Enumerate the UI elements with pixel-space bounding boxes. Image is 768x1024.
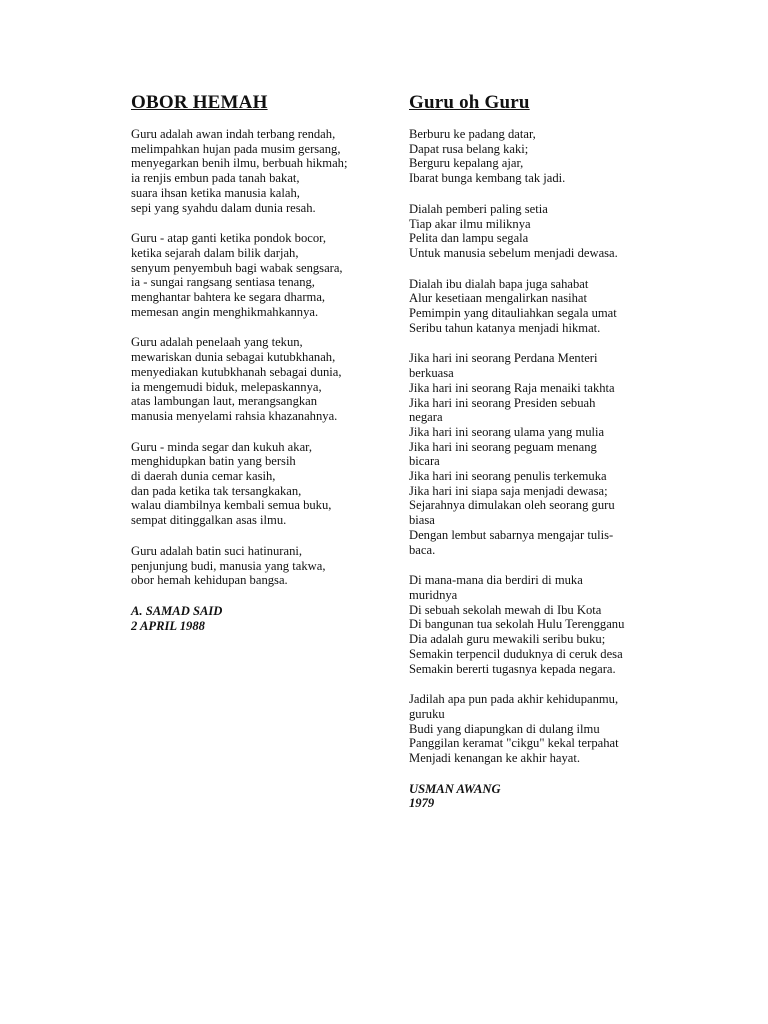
stanza (131, 335, 381, 423)
poem-line: Di sebuah sekolah mewah di Ibu Kota (409, 602, 602, 617)
poem-line: Dengan lembut sabarnya mengajar tulis- (409, 527, 614, 542)
poem-line: sempat ditinggalkan asas ilmu. (131, 513, 287, 528)
poem-line: Ibarat bunga kembang tak jadi. (409, 171, 566, 186)
stanza (409, 202, 659, 261)
poem-line: bicara (409, 454, 440, 469)
poem-line: menghantar bahtera ke segara dharma, (131, 290, 326, 305)
poem-author (131, 604, 381, 633)
poem-line: melimpahkan hujan pada musim gersang, (131, 141, 341, 156)
poem-line: mewariskan dunia sebagai kutubkhanah, (131, 350, 336, 365)
poem-line: Pemimpin yang ditauliahkan segala umat (409, 306, 617, 321)
poem-line: sepi yang syahdu dalam dunia resah. (131, 200, 316, 215)
poem-line: ketika sejarah dalam bilik darjah, (131, 245, 299, 260)
poem-line: di daerah dunia cemar kasih, (131, 469, 276, 484)
poem-line: baca. (409, 542, 436, 557)
poem-line: Seribu tahun katanya menjadi hikmat. (409, 320, 601, 335)
poem-line: menyediakan kutubkhanah sebagai dunia, (131, 364, 342, 379)
stanza (409, 573, 659, 676)
poem-line: biasa (409, 513, 435, 528)
poem-line: ia mengemudi biduk, melepaskannya, (131, 379, 322, 394)
poem-line: Jadilah apa pun pada akhir kehidupanmu, (409, 692, 619, 707)
poem-line: Guru adalah batin suci hatinurani, (131, 543, 303, 558)
poem-line: suara ihsan ketika manusia kalah, (131, 185, 300, 200)
poem-line: dan pada ketika tak tersangkakan, (131, 483, 302, 498)
poem-line: ia renjis embun pada tanah bakat, (131, 171, 300, 186)
poem-line: senyum penyembuh bagi wabak sengsara, (131, 260, 343, 275)
poem-guru-oh-guru (409, 92, 659, 811)
stanza (131, 544, 381, 588)
poem-line: Pelita dan lampu segala (409, 231, 529, 246)
poem-line: Berguru kepalang ajar, (409, 156, 524, 171)
poem-line: Dia adalah guru mewakili seribu buku; (409, 632, 606, 647)
poem-line: Tiap akar ilmu miliknya (409, 216, 531, 231)
stanza (409, 351, 659, 557)
poem-line: Berburu ke padang datar, (409, 127, 536, 141)
poem-body (131, 127, 381, 588)
poem-line: Budi yang diapungkan di dulang ilmu (409, 721, 600, 736)
poem-line: Guru adalah penelaah yang tekun, (131, 335, 303, 350)
poem-line: menghidupkan batin yang bersih (131, 454, 296, 469)
poem-body (409, 127, 659, 766)
poem-line: Semakin bererti tugasnya kepada negara. (409, 661, 616, 676)
poem-line: Dapat rusa belang kaki; (409, 141, 529, 156)
author-date: 2 APRIL 1988 (131, 618, 205, 633)
poem-line: Jika hari ini seorang penulis terkemuka (409, 469, 607, 484)
poem-line: menyegarkan benih ilmu, berbuah hikmah; (131, 156, 348, 171)
poem-line: Panggilan keramat "cikgu" kekal terpahat (409, 736, 619, 751)
poem-line: Jika hari ini siapa saja menjadi dewasa; (409, 483, 608, 498)
poem-line: berkuasa (409, 366, 454, 381)
poem-line: Jika hari ini seorang Raja menaiki takhta (409, 380, 615, 395)
poem-line: atas lambungan laut, merangsangkan (131, 394, 318, 409)
stanza (409, 277, 659, 336)
stanza (131, 440, 381, 528)
poem-line: Di mana-mana dia berdiri di muka (409, 573, 583, 588)
poem-line: ia - sungai rangsang sentiasa tenang, (131, 275, 315, 290)
poem-title: OBOR HEMAH (131, 92, 268, 113)
poem-line: Semakin terpencil duduknya di ceruk desa (409, 646, 623, 661)
poem-line: muridnya (409, 587, 458, 602)
poem-line: memesan angin menghikmahkannya. (131, 304, 319, 319)
poem-line: Jika hari ini seorang peguam menang (409, 439, 597, 454)
poem-line: manusia menyelami rahsia khazanahnya. (131, 408, 338, 423)
poem-line: guruku (409, 706, 445, 721)
poem-line: Dialah ibu dialah bapa juga sahabat (409, 276, 589, 291)
stanza (409, 692, 659, 766)
author-date: 1979 (409, 796, 435, 811)
stanza (409, 127, 659, 186)
poem-line: Guru - atap ganti ketika pondok bocor, (131, 231, 326, 246)
poem-line: walau diambilnya kembali semua buku, (131, 498, 332, 513)
poem-line: obor hemah kehidupan bangsa. (131, 573, 288, 588)
poem-line: Menjadi kenangan ke akhir hayat. (409, 751, 580, 766)
poem-line: Jika hari ini seorang Perdana Menteri (409, 351, 598, 366)
poem-line: negara (409, 410, 443, 425)
poem-line: Jika hari ini seorang Presiden sebuah (409, 395, 596, 410)
stanza (131, 127, 381, 215)
author-name: USMAN AWANG (409, 781, 501, 796)
poem-line: Guru - minda segar dan kukuh akar, (131, 439, 312, 454)
poem-line: Di bangunan tua sekolah Hulu Terengganu (409, 617, 625, 632)
poem-line: Untuk manusia sebelum menjadi dewasa. (409, 245, 618, 260)
poem-line: Jika hari ini seorang ulama yang mulia (409, 424, 605, 439)
stanza (131, 231, 381, 319)
poem-line: penjunjung budi, manusia yang takwa, (131, 558, 326, 573)
poem-line: Sejarahnya dimulakan oleh seorang guru (409, 498, 615, 513)
author-name: A. SAMAD SAID (131, 603, 223, 618)
poem-obor-hemah (131, 92, 381, 633)
poem-line: Alur kesetiaan mengalirkan nasihat (409, 291, 587, 306)
poem-title: Guru oh Guru (409, 92, 530, 113)
poem-line: Dialah pemberi paling setia (409, 201, 548, 216)
poem-line: Guru adalah awan indah terbang rendah, (131, 127, 336, 141)
poem-author (409, 782, 659, 811)
